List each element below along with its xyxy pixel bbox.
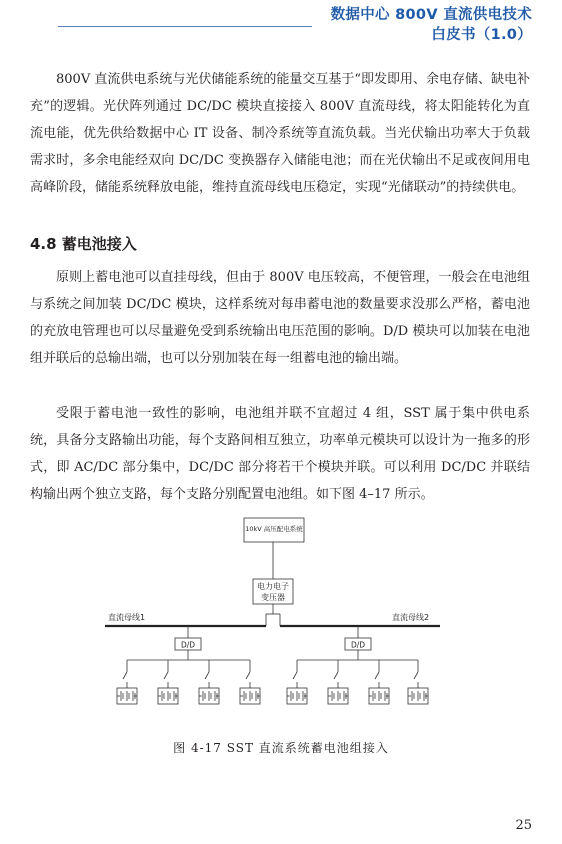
battery-branch <box>199 660 219 704</box>
battery-branch <box>328 660 348 704</box>
transformer-label-2: 变压器 <box>261 593 285 602</box>
battery-branch <box>287 660 307 704</box>
battery-branch <box>240 660 260 704</box>
battery-branch <box>158 660 178 704</box>
battery-branch <box>117 660 137 704</box>
transformer-label-1: 电力电子 <box>257 582 289 591</box>
header-title-line2: 白皮书（1.0） <box>431 27 532 43</box>
running-header <box>331 5 532 45</box>
dd-left-label: D/D <box>180 640 196 650</box>
page-number: 25 <box>515 818 532 833</box>
bus2-label: 直流母线2 <box>392 613 430 622</box>
section-heading: 4.8 蓄电池接入 <box>30 235 137 253</box>
battery-branch <box>408 660 428 704</box>
battery-access-diagram <box>0 510 562 740</box>
paragraph-pv-storage: 800V 直流供电系统与光伏储能系统的能量交互基于“即发即用、余电存储、缺电补充”的逻辑。光伏阵列通过 DC/DC 模块直接接入 800V 直流母线，将太阳能转化为直流电能，优先供给数据中心 IT 设备、制冷系统等直流负载。当光伏输出功率大于负载需求时，多余电能经双向 DC/DC 变换器存入储能电池；而在光伏输出不足或夜间用电高峰阶段，储能系统释放电能，维持直流母线电压稳定，实现“光储联动”的持续供电。 <box>30 72 530 195</box>
header-title-line1: 数据中心 800V 直流供电技术 <box>330 7 532 23</box>
header-rule <box>58 26 312 27</box>
bus1-label: 直流母线1 <box>108 613 146 622</box>
paragraph-sst-branches: 受限于蓄电池一致性的影响，电池组并联不宜超过 4 组，SST 属于集中供电系统，具备分支路输出功能，每个支路间相互独立，功率单元模块可以设计为一拖多的形式，即 AC/DC 部分集中，DC/DC 部分将若干个模块并联。可以利用 DC/DC 并联结构输出两个独立支路，每个支路分别配置电池组。如下图 4–17 所示。 <box>30 406 530 502</box>
hv-box-label: 10kV 高压配电系统 <box>245 525 303 533</box>
battery-branch <box>369 660 389 704</box>
paragraph-battery-access: 原则上蓄电池可以直挂母线，但由于 800V 电压较高，不便管理，一般会在电池组与系统之间加装 DC/DC 模块，这样系统对每串蓄电池的数量要求没那么严格，蓄电池的充放电管理也可以尽量避免受到系统输出电压范围的影响。D/D 模块可以加装在电池组并联后的总输出端，也可以分别加装在每一组蓄电池的输出端。 <box>30 270 530 366</box>
dd-right-label: D/D <box>350 640 366 650</box>
figure-caption: 图 4-17 SST 直流系统蓄电池组接入 <box>173 741 389 755</box>
